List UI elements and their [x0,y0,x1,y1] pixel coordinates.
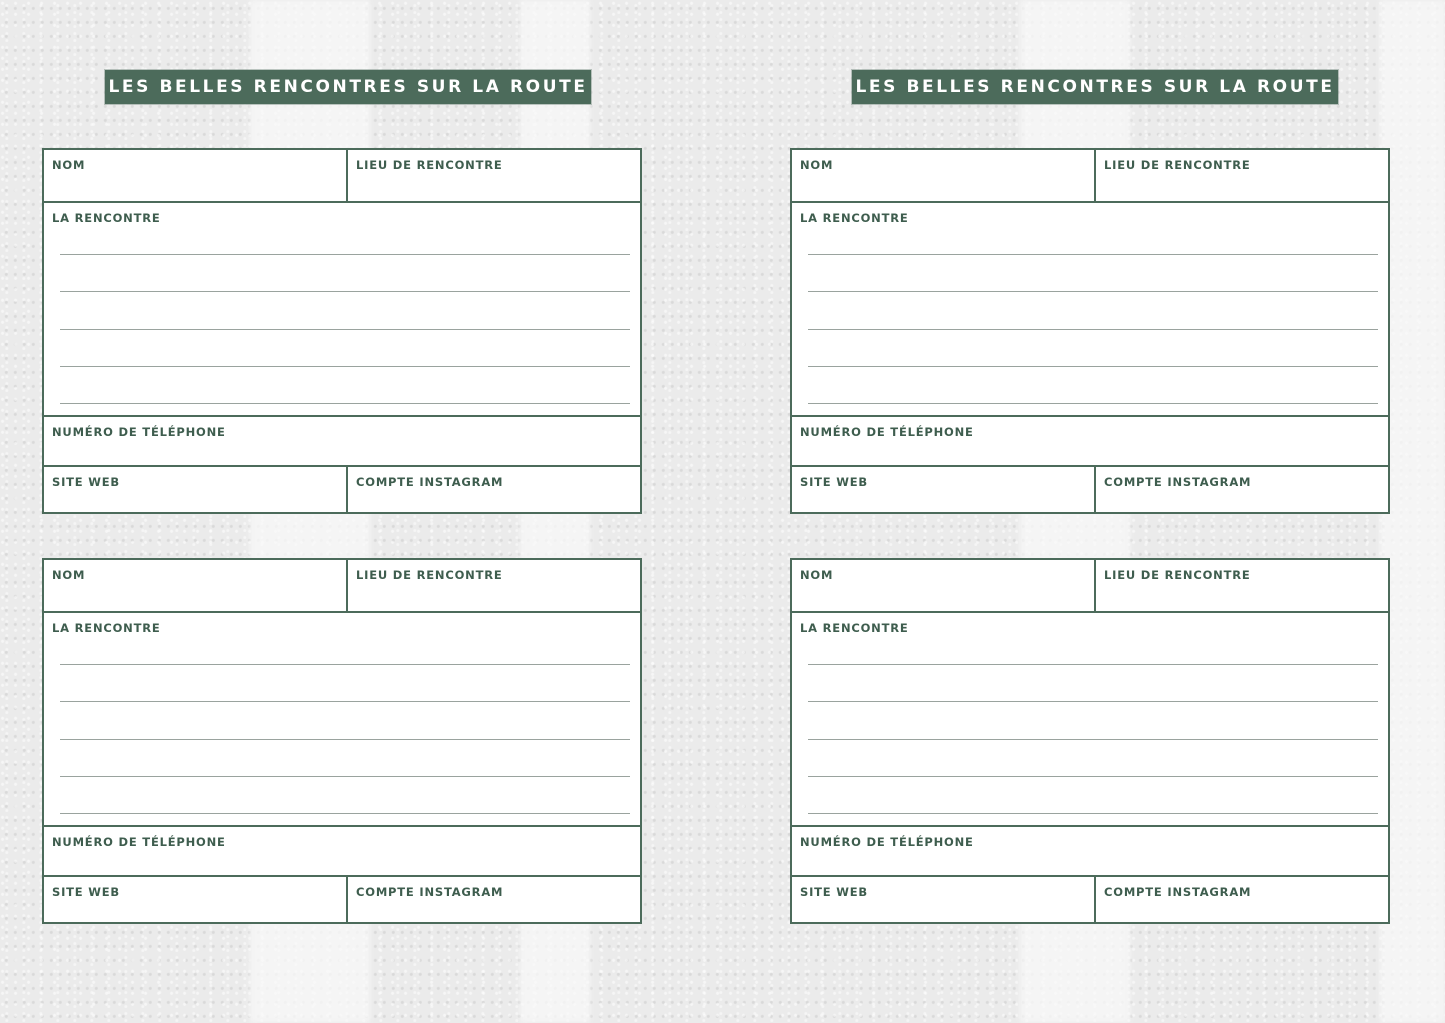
contact-card [42,558,642,924]
card-row-web-instagram [44,877,640,922]
writing-line [60,739,630,740]
place-field[interactable] [346,560,640,611]
name-label: NOM [52,158,86,172]
meeting-label: LA RENCONTRE [800,211,909,225]
website-label: SITE WEB [800,475,868,489]
website-label: SITE WEB [800,885,868,899]
writing-line [60,329,630,330]
writing-line [808,739,1378,740]
card-row-web-instagram [44,467,640,512]
writing-line [60,403,630,404]
website-label: SITE WEB [52,885,120,899]
meeting-label: LA RENCONTRE [800,621,909,635]
writing-line [808,813,1378,814]
instagram-field[interactable] [1094,467,1388,512]
name-label: NOM [800,158,834,172]
phone-field[interactable] [44,827,640,877]
phone-field[interactable] [44,417,640,467]
writing-line [60,254,630,255]
instagram-label: COMPTE INSTAGRAM [356,475,504,489]
website-field[interactable] [792,877,1094,922]
name-field[interactable] [792,150,1094,201]
place-label: LIEU DE RENCONTRE [1104,158,1251,172]
writing-line [808,776,1378,777]
meeting-field[interactable] [792,613,1388,827]
writing-line [60,291,630,292]
contact-card [790,558,1390,924]
meeting-label: LA RENCONTRE [52,211,161,225]
name-label: NOM [800,568,834,582]
name-field[interactable] [792,560,1094,611]
card-row-name-place [44,560,640,613]
instagram-label: COMPTE INSTAGRAM [356,885,504,899]
phone-field[interactable] [792,827,1388,877]
instagram-label: COMPTE INSTAGRAM [1104,475,1252,489]
place-field[interactable] [1094,150,1388,201]
writing-line [808,329,1378,330]
website-field[interactable] [792,467,1094,512]
contact-card [790,148,1390,514]
writing-line [808,291,1378,292]
card-row-web-instagram [792,877,1388,922]
place-label: LIEU DE RENCONTRE [356,568,503,582]
card-row-web-instagram [792,467,1388,512]
instagram-field[interactable] [346,467,640,512]
writing-line [60,776,630,777]
phone-label: NUMÉRO DE TÉLÉPHONE [52,425,226,439]
website-field[interactable] [44,467,346,512]
page-banner-left: LES BELLES RENCONTRES SUR LA ROUTE [105,70,591,104]
page-banner-right: LES BELLES RENCONTRES SUR LA ROUTE [852,70,1338,104]
phone-label: NUMÉRO DE TÉLÉPHONE [800,425,974,439]
website-field[interactable] [44,877,346,922]
card-row-name-place [792,150,1388,203]
instagram-label: COMPTE INSTAGRAM [1104,885,1252,899]
instagram-field[interactable] [346,877,640,922]
website-label: SITE WEB [52,475,120,489]
phone-label: NUMÉRO DE TÉLÉPHONE [52,835,226,849]
meeting-field[interactable] [792,203,1388,417]
writing-line [60,664,630,665]
writing-line [808,664,1378,665]
meeting-field[interactable] [44,203,640,417]
name-field[interactable] [44,150,346,201]
place-label: LIEU DE RENCONTRE [1104,568,1251,582]
name-label: NOM [52,568,86,582]
writing-line [60,701,630,702]
card-row-name-place [44,150,640,203]
meeting-field[interactable] [44,613,640,827]
writing-line [60,366,630,367]
writing-line [808,701,1378,702]
writing-line [808,254,1378,255]
phone-label: NUMÉRO DE TÉLÉPHONE [800,835,974,849]
place-field[interactable] [1094,560,1388,611]
name-field[interactable] [44,560,346,611]
phone-field[interactable] [792,417,1388,467]
writing-line [808,403,1378,404]
place-field[interactable] [346,150,640,201]
card-row-name-place [792,560,1388,613]
place-label: LIEU DE RENCONTRE [356,158,503,172]
instagram-field[interactable] [1094,877,1388,922]
meeting-label: LA RENCONTRE [52,621,161,635]
writing-line [60,813,630,814]
writing-line [808,366,1378,367]
contact-card [42,148,642,514]
